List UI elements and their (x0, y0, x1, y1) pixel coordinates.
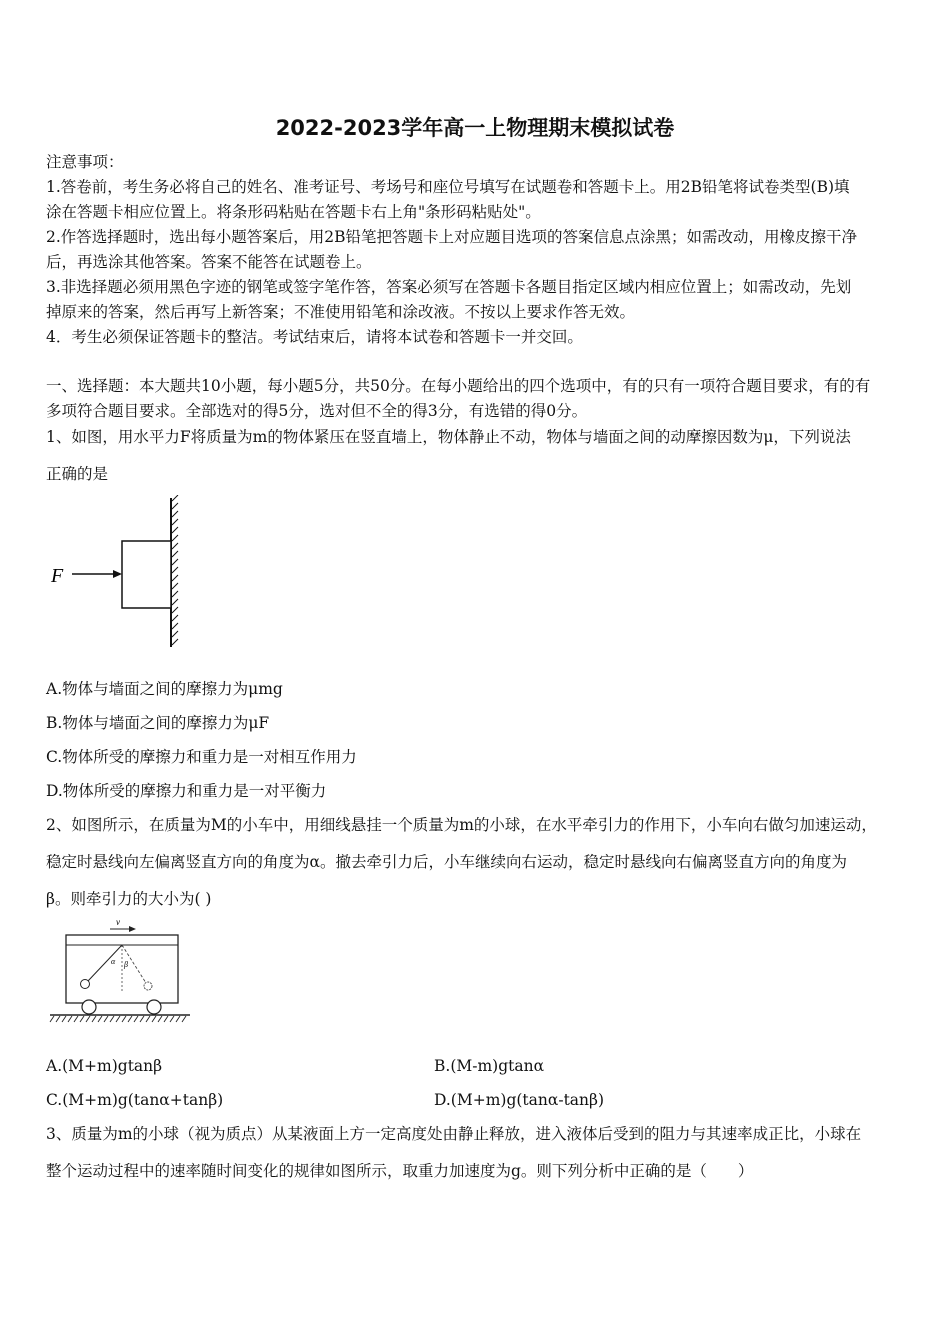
page-title: 2022-2023学年高一上物理期末模拟试卷 (275, 116, 675, 140)
alpha-label: α (111, 957, 116, 966)
q1-figure (44, 495, 184, 650)
q1-option-b: B.物体与墙面之间的摩擦力为μF (46, 714, 270, 732)
force-label: F (51, 565, 64, 587)
notice-heading: 注意事项： (46, 153, 124, 171)
q2-stem-cont: β。则牵引力的大小为( ) (46, 890, 212, 908)
q1-option-c: C.物体所受的摩擦力和重力是一对相互作用力 (46, 748, 357, 766)
q2-figure (48, 915, 193, 1027)
section-heading-cont: 多项符合题目要求。全部选对的得5分，选对但不全的得3分，有选错的得0分。 (46, 402, 588, 420)
notice-line: 2.作答选择题时，选出每小题答案后，用2B铅笔把答题卡上对应题目选项的答案信息点涂黑；如需改动，用橡皮擦干净 (46, 228, 858, 246)
section-heading: 一、选择题：本大题共10小题，每小题5分，共50分。在每小题给出的四个选项中，有的只有一项符合题目要求，有的有 (46, 377, 871, 395)
velocity-label: v (116, 917, 120, 927)
q2-stem: 2、如图所示，在质量为M的小车中，用细线悬挂一个质量为m的小球，在水平牵引力的作用下，小车向右做匀加速运动， (46, 816, 877, 834)
notice-line: 4．考生必须保证答题卡的整洁。考试结束后，请将本试卷和答题卡一并交回。 (46, 328, 583, 346)
q1-stem-cont: 正确的是 (46, 465, 109, 483)
q2-option-a: A.(M+m)gtanβ (46, 1057, 163, 1075)
notice-line: 掉原来的答案，然后再写上新答案；不准使用铅笔和涂改液。不按以上要求作答无效。 (46, 303, 636, 321)
notice-line: 1.答卷前，考生务必将自己的姓名、准考证号、考场号和座位号填写在试题卷和答题卡上。用2B铅笔将试卷类型(B)填 (46, 178, 850, 196)
notice-line: 3.非选择题必须用黑色字迹的钢笔或签字笔作答，答案必须写在答题卡各题目指定区域内相应位置上；如需改动，先划 (46, 278, 852, 296)
q1-option-d: D.物体所受的摩擦力和重力是一对平衡力 (46, 782, 327, 800)
notice-line: 涂在答题卡相应位置上。将条形码粘贴在答题卡右上角"条形码粘贴处"。 (46, 203, 541, 221)
q1-option-a: A.物体与墙面之间的摩擦力为μmg (46, 680, 283, 698)
q2-option-b: B.(M-m)gtanα (434, 1057, 545, 1075)
q2-option-c: C.(M+m)g(tanα+tanβ) (46, 1091, 224, 1109)
q2-option-d: D.(M+m)g(tanα-tanβ) (434, 1091, 605, 1109)
q3-stem: 3、质量为m的小球（视为质点）从某液面上方一定高度处由静止释放，进入液体后受到的阻力与其速率成正比，小球在 (46, 1125, 862, 1143)
notice-line: 后，再选涂其他答案。答案不能答在试题卷上。 (46, 253, 372, 271)
q2-stem-cont: 稳定时悬线向左偏离竖直方向的角度为α。撤去牵引力后，小车继续向右运动，稳定时悬线向右偏离竖直方向的角度为 (46, 853, 847, 871)
q1-stem: 1、如图，用水平力F将质量为m的物体紧压在竖直墙上，物体静止不动，物体与墙面之间的动摩擦因数为μ，下列说法 (46, 428, 851, 446)
q3-stem-cont: 整个运动过程中的速率随时间变化的规律如图所示，取重力加速度为g。则下列分析中正确的是（ ） (46, 1162, 754, 1180)
beta-label: β (124, 960, 128, 969)
